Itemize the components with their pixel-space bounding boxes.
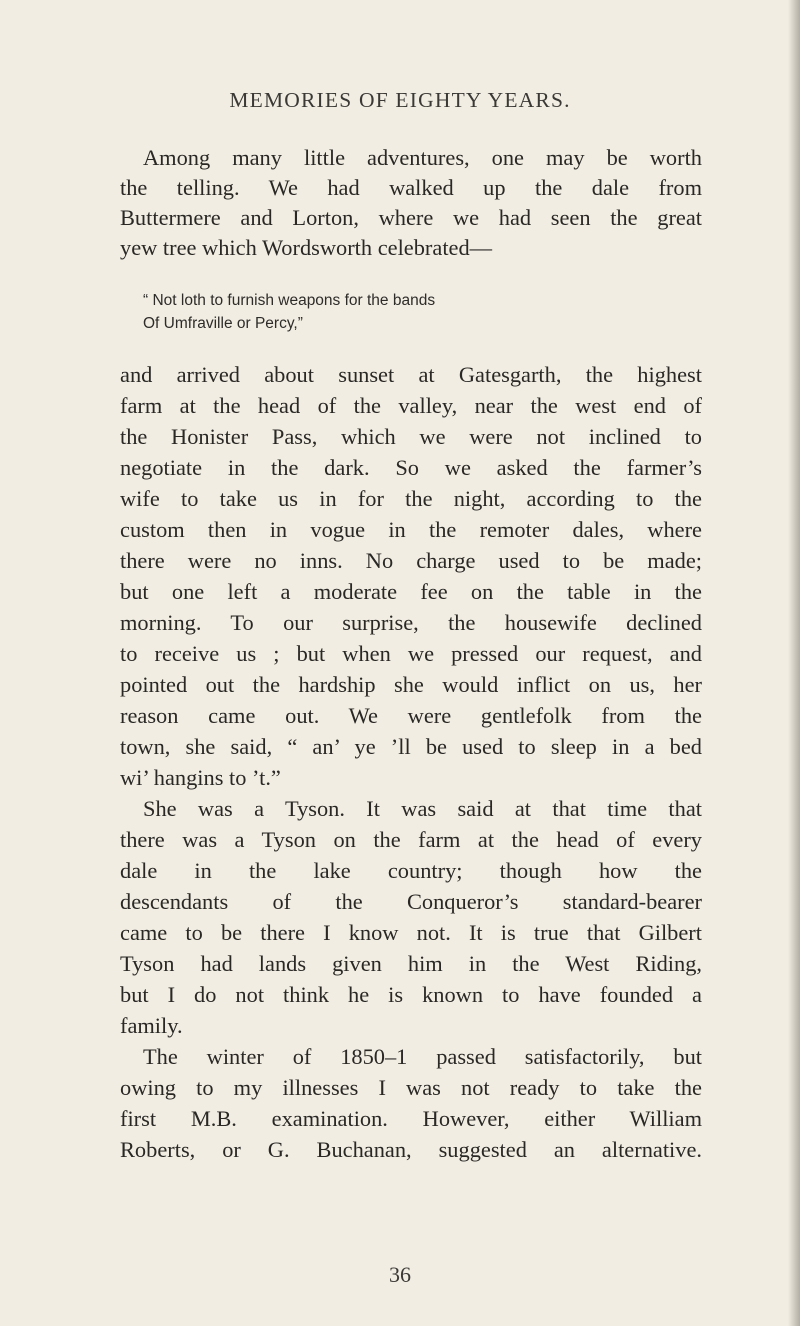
text-line: custom then in vogue in the remoter dales, where xyxy=(120,517,702,542)
text-line: pointed out the hardship she would inflict on us, her xyxy=(120,672,702,697)
text-line: farm at the head of the valley, near the west end of xyxy=(120,393,702,418)
text-line: Roberts, or G. Buchanan, suggested an alternative. xyxy=(120,1137,702,1162)
text-line: the telling. We had walked up the dale from xyxy=(120,175,702,200)
text-line: yew tree which Wordsworth celebrated— xyxy=(120,235,493,260)
verse-quote-line: “ Not loth to furnish weapons for the bands xyxy=(143,292,436,309)
text-line: dale in the lake country; though how the xyxy=(120,858,702,883)
text-line: the Honister Pass, which we were not inclined to xyxy=(120,424,702,449)
verse-quote-line: Of Umfraville or Percy,” xyxy=(143,315,303,332)
text-line: and arrived about sunset at Gatesgarth, the highest xyxy=(120,362,702,387)
text-line: Among many little adventures, one may be worth xyxy=(143,145,702,170)
text-line: wife to take us in for the night, according to the xyxy=(120,486,702,511)
text-line: She was a Tyson. It was said at that time that xyxy=(143,796,702,821)
text-line: town, she said, “ an’ ye ’ll be used to sleep in a bed xyxy=(120,734,702,759)
text-line: negotiate in the dark. So we asked the farmer’s xyxy=(120,455,702,480)
text-line: there was a Tyson on the farm at the head of every xyxy=(120,827,702,852)
text-line: Buttermere and Lorton, where we had seen the great xyxy=(120,205,702,230)
text-line: Tyson had lands given him in the West Riding, xyxy=(120,951,702,976)
page-number: 36 xyxy=(389,1262,411,1287)
text-line: descendants of the Conqueror’s standard-bearer xyxy=(120,889,702,914)
text-line: reason came out. We were gentlefolk from the xyxy=(120,703,702,728)
text-line: wi’ hangins to ’t.” xyxy=(120,765,281,790)
text-line: but one left a moderate fee on the table in the xyxy=(120,579,702,604)
text-line: came to be there I know not. It is true that Gilbert xyxy=(120,920,702,945)
text-line: family. xyxy=(120,1013,183,1038)
text-line: first M.B. examination. However, either William xyxy=(120,1106,702,1131)
text-line: owing to my illnesses I was not ready to take the xyxy=(120,1075,702,1100)
text-line: The winter of 1850–1 passed satisfactorily, but xyxy=(143,1044,702,1069)
text-line: but I do not think he is known to have founded a xyxy=(120,982,702,1007)
text-line: to receive us ; but when we pressed our request, and xyxy=(120,641,702,666)
running-head: MEMORIES OF EIGHTY YEARS. xyxy=(229,88,571,112)
page-edge-shadow xyxy=(788,0,800,1326)
text-line: there were no inns. No charge used to be made; xyxy=(120,548,702,573)
text-line: morning. To our surprise, the housewife declined xyxy=(120,610,702,635)
